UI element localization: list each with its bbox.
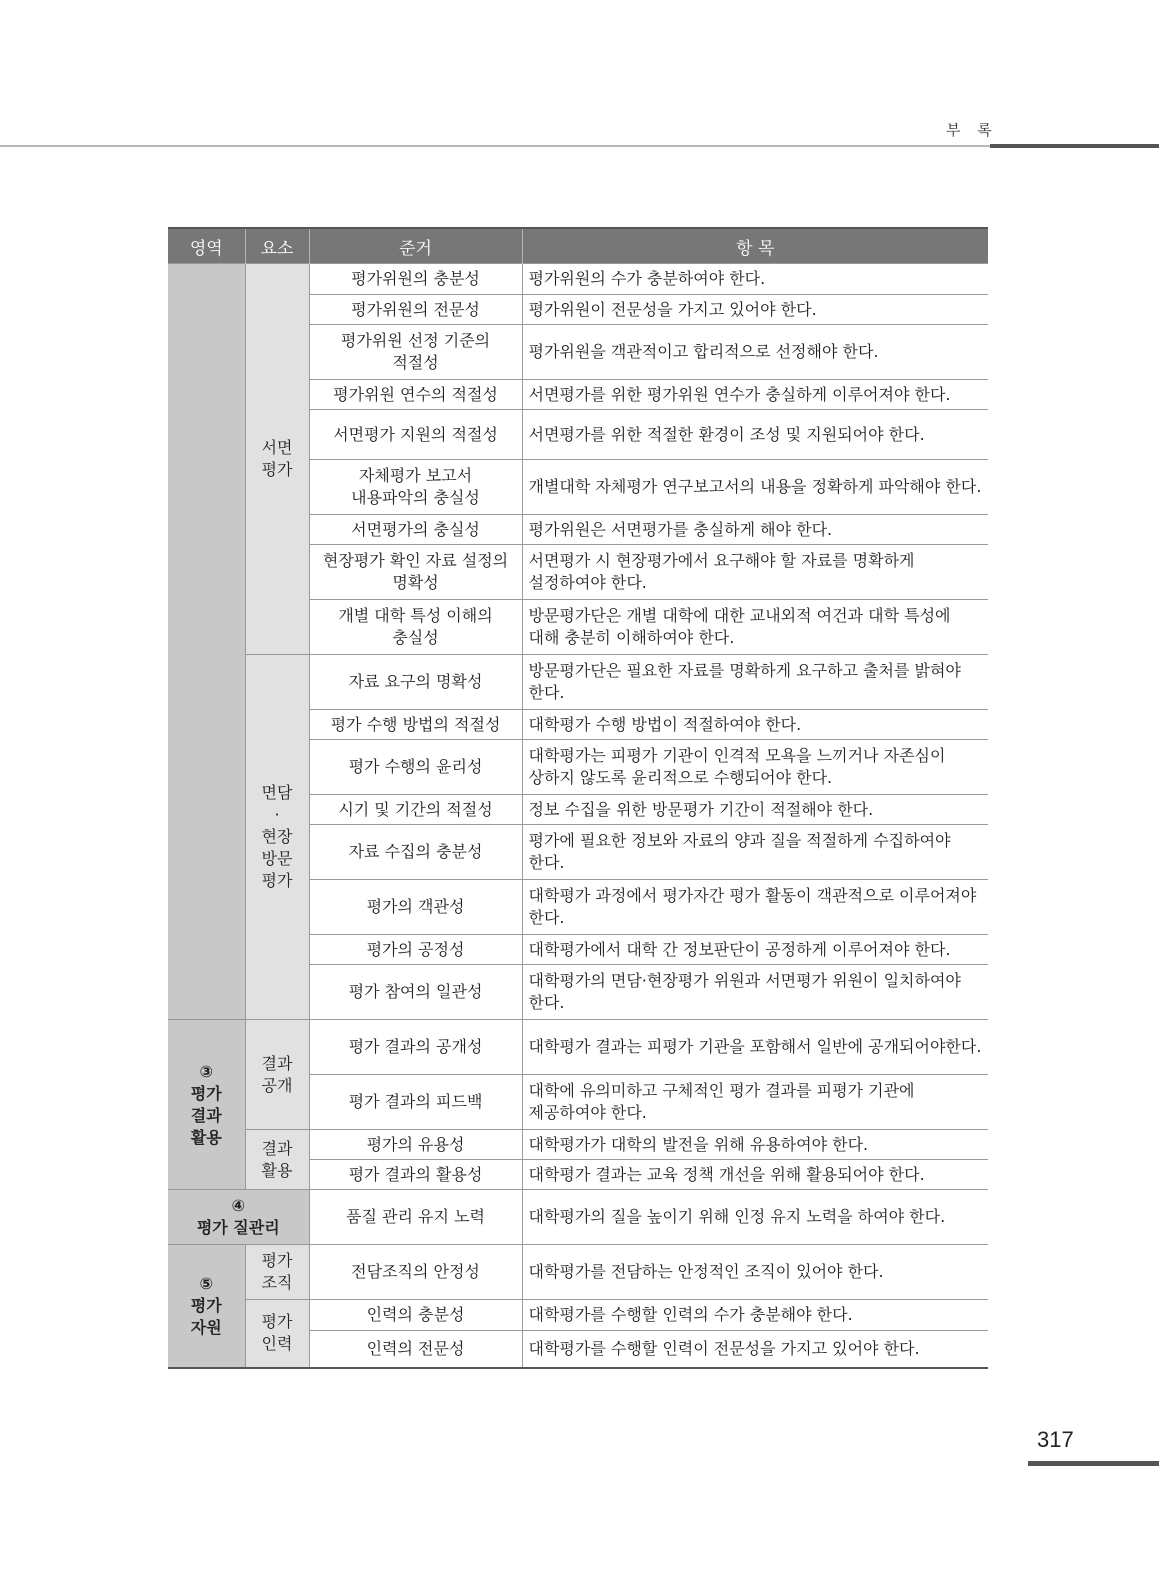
item-cell: 대학평가를 전담하는 안정적인 조직이 있어야 한다. bbox=[522, 1245, 988, 1300]
basis-cell: 인력의 전문성 bbox=[309, 1331, 522, 1368]
header-rule-accent bbox=[990, 144, 1159, 148]
basis-cell: 전담조직의 안정성 bbox=[309, 1245, 522, 1300]
item-cell: 대학평가 결과는 피평가 기관을 포함해서 일반에 공개되어야한다. bbox=[522, 1020, 988, 1075]
element-cell-result-utilization bbox=[245, 1130, 309, 1190]
item-cell: 평가위원은 서면평가를 충실하게 해야 한다. bbox=[522, 515, 988, 545]
item-cell: 서면평가 시 현장평가에서 요구해야 할 자료를 명확하게 설정하여야 한다. bbox=[522, 545, 988, 600]
basis-cell: 평가 수행의 윤리성 bbox=[309, 740, 522, 795]
basis-cell: 인력의 충분성 bbox=[309, 1300, 522, 1331]
item-cell: 방문평가단은 필요한 자료를 명확하게 요구하고 출처를 밝혀야 한다. bbox=[522, 655, 988, 710]
item-cell: 대학평가 과정에서 평가자간 평가 활동이 객관적으로 이루어져야 한다. bbox=[522, 880, 988, 935]
item-cell: 대학평가에서 대학 간 정보판단이 공정하게 이루어져야 한다. bbox=[522, 935, 988, 965]
item-cell: 대학에 유의미하고 구체적인 평가 결과를 피평가 기관에 제공하여야 한다. bbox=[522, 1075, 988, 1130]
basis-cell: 개별 대학 특성 이해의 충실성 bbox=[309, 600, 522, 655]
basis-cell: 평가 결과의 피드백 bbox=[309, 1075, 522, 1130]
area-cell-continued bbox=[168, 264, 245, 1020]
basis-cell: 평가의 객관성 bbox=[309, 880, 522, 935]
item-cell: 대학평가 수행 방법이 적절하여야 한다. bbox=[522, 710, 988, 740]
item-cell: 대학평가는 피평가 기관이 인격적 모욕을 느끼거나 자존심이 상하지 않도록 윤리적으로 수행되어야 한다. bbox=[522, 740, 988, 795]
basis-cell: 서면평가의 충실성 bbox=[309, 515, 522, 545]
header-rule bbox=[0, 145, 990, 147]
element-cell-interview-site bbox=[245, 655, 309, 1020]
table-row bbox=[168, 1020, 988, 1075]
page-number: 317 bbox=[1037, 1427, 1074, 1452]
item-cell: 서면평가를 위한 평가위원 연수가 충실하게 이루어져야 한다. bbox=[522, 380, 988, 410]
basis-cell: 평가 결과의 공개성 bbox=[309, 1020, 522, 1075]
header-basis: 준거 bbox=[309, 228, 522, 264]
item-cell: 서면평가를 위한 적절한 환경이 조성 및 지원되어야 한다. bbox=[522, 410, 988, 460]
area-label: ③ 평가 결과 활용 bbox=[190, 1061, 222, 1147]
element-label: 결과 공개 bbox=[261, 1053, 293, 1095]
table-row bbox=[168, 1130, 988, 1160]
area-label: ⑤ 평가 자원 bbox=[190, 1273, 222, 1337]
evaluation-criteria-table bbox=[168, 227, 988, 1369]
item-cell: 대학평가 결과는 교육 정책 개선을 위해 활용되어야 한다. bbox=[522, 1160, 988, 1190]
basis-cell: 평가 수행 방법의 적절성 bbox=[309, 710, 522, 740]
basis-cell: 현장평가 확인 자료 설정의 명확성 bbox=[309, 545, 522, 600]
area-cell-result-use bbox=[168, 1020, 245, 1190]
basis-cell: 평가위원 선정 기준의 적절성 bbox=[309, 325, 522, 380]
item-cell: 평가위원을 객관적이고 합리적으로 선정해야 한다. bbox=[522, 325, 988, 380]
item-cell: 평가위원의 수가 충분하여야 한다. bbox=[522, 264, 988, 295]
basis-cell: 평가위원의 충분성 bbox=[309, 264, 522, 295]
basis-cell: 평가위원의 전문성 bbox=[309, 295, 522, 325]
table-row bbox=[168, 264, 988, 295]
basis-cell: 평가위원 연수의 적절성 bbox=[309, 380, 522, 410]
area-label: ④ 평가 질관리 bbox=[196, 1196, 280, 1237]
basis-cell: 서면평가 지원의 적절성 bbox=[309, 410, 522, 460]
basis-cell: 시기 및 기간의 적절성 bbox=[309, 795, 522, 825]
element-label: 서면 평가 bbox=[261, 438, 293, 479]
basis-cell: 평가의 유용성 bbox=[309, 1130, 522, 1160]
table-row bbox=[168, 1300, 988, 1331]
element-cell-eval-personnel bbox=[245, 1300, 309, 1368]
area-cell-quality-management bbox=[168, 1190, 309, 1245]
element-cell-result-disclosure bbox=[245, 1020, 309, 1130]
item-cell: 대학평가의 질을 높이기 위해 인정 유지 노력을 하여야 한다. bbox=[522, 1190, 988, 1245]
item-cell: 방문평가단은 개별 대학에 대한 교내외적 여건과 대학 특성에 대해 충분히 이해하여야 한다. bbox=[522, 600, 988, 655]
item-cell: 대학평가의 면담·현장평가 위원과 서면평가 위원이 일치하여야 한다. bbox=[522, 965, 988, 1020]
item-cell: 평가위원이 전문성을 가지고 있어야 한다. bbox=[522, 295, 988, 325]
footer-rule bbox=[1028, 1461, 1159, 1466]
element-label: 결과 활용 bbox=[261, 1138, 293, 1180]
element-label: 평가 인력 bbox=[261, 1312, 293, 1354]
header-element: 요소 bbox=[245, 228, 309, 264]
basis-cell: 평가 결과의 활용성 bbox=[309, 1160, 522, 1190]
item-cell: 정보 수집을 위한 방문평가 기간이 적절해야 한다. bbox=[522, 795, 988, 825]
basis-cell: 품질 관리 유지 노력 bbox=[309, 1190, 522, 1245]
basis-cell: 자료 요구의 명확성 bbox=[309, 655, 522, 710]
element-label: 면담 · 현장 방문 평가 bbox=[261, 783, 293, 890]
element-cell-eval-organization bbox=[245, 1245, 309, 1300]
element-cell-written-eval bbox=[245, 264, 309, 655]
table-row bbox=[168, 655, 988, 710]
section-label: 부 록 bbox=[946, 121, 998, 139]
basis-cell: 평가 참여의 일관성 bbox=[309, 965, 522, 1020]
item-cell: 대학평가가 대학의 발전을 위해 유용하여야 한다. bbox=[522, 1130, 988, 1160]
header-item: 항 목 bbox=[522, 228, 988, 264]
item-cell: 평가에 필요한 정보와 자료의 양과 질을 적절하게 수집하여야 한다. bbox=[522, 825, 988, 880]
item-cell: 개별대학 자체평가 연구보고서의 내용을 정확하게 파악해야 한다. bbox=[522, 460, 988, 515]
basis-cell: 자체평가 보고서 내용파악의 충실성 bbox=[309, 460, 522, 515]
basis-cell: 자료 수집의 충분성 bbox=[309, 825, 522, 880]
table-row bbox=[168, 1190, 988, 1245]
table-row bbox=[168, 1245, 988, 1300]
item-cell: 대학평가를 수행할 인력이 전문성을 가지고 있어야 한다. bbox=[522, 1331, 988, 1368]
item-cell: 대학평가를 수행할 인력의 수가 충분해야 한다. bbox=[522, 1300, 988, 1331]
basis-cell: 평가의 공정성 bbox=[309, 935, 522, 965]
element-label: 평가 조직 bbox=[261, 1251, 293, 1292]
header-area: 영역 bbox=[168, 228, 245, 264]
table-header-row bbox=[168, 228, 988, 264]
area-cell-eval-resources bbox=[168, 1245, 245, 1368]
